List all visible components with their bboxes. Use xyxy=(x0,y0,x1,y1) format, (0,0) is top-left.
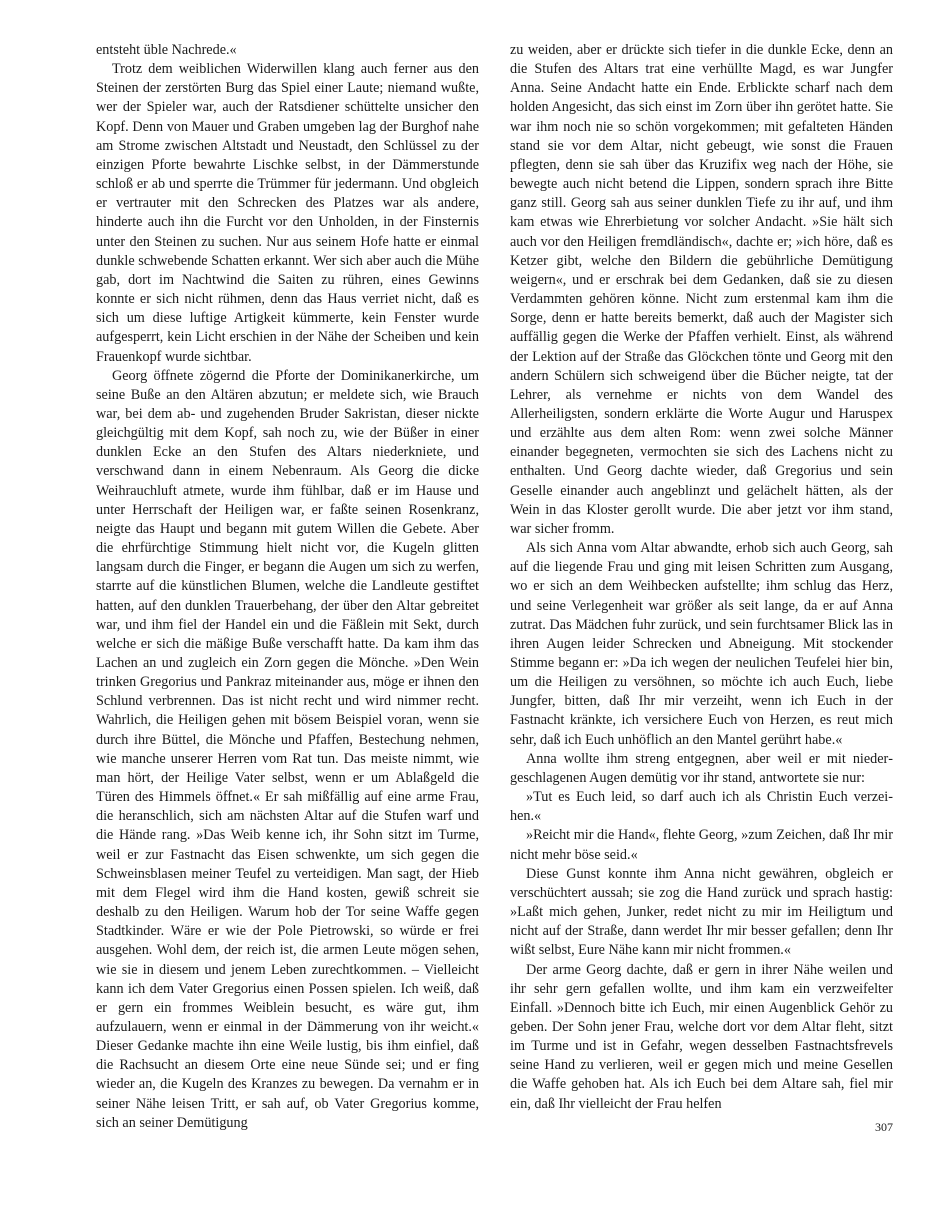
paragraph: Als sich Anna vom Altar abwandte, erhob sich auch Georg, sah auf die liegende Frau und ging mit leisen Schritten zum Ausgang, wo er sich an dem Weihbecken aufstellte; ihm schlug das Herz, und seine Verlegenheit war größer als seit lange, da er auf Anna zutrat. Das Mädchen fuhr zurück, und sein furchtsamer Blick las in ihren Augen leider Schrecken und Abneigung. Mit stockender Stimme begann er: »Da ich wegen der neulichen Teufelei hier bin, um die Heiligen zu versöhnen, so möchte ich auch Euch, liebe Jungfer, bitten, daß Ihr mir verzeiht, wenn ich Euch in der Fastnacht kränkte, ich versichere Euch von Herzen, es reut mich sehr, daß ich Euch unhöflich an den Mantel gerührt habe.« xyxy=(510,540,893,748)
paragraph: Trotz dem weiblichen Widerwillen klang auch ferner aus den Steinen der zerstörten Burg das Spiel einer Laute; niemand wußte, wer der Spieler war, auch der Ratsdiener schüttelte unsicher den Kopf. Denn von Mauer und Graben umgeben lag der Burghof nahe am Strome zwischen Altstadt und Neustadt, den Schlüssel zu der einzigen Pforte bewahrte Lischke selbst, in der Dämmerstunde schloß er ab und sperrte die Trümmer für jedermann. Und obgleich er vertrauter mit den Schrecken des Platzes war als andere, hinderte auch ihn die Furcht vor den Unholden, in der Finsternis unter den Steinen zu suchen. Nur aus seinem Hofe hatte er einmal dunkle schwebende Schatten erkannt. Wer sich aber auch die Mühe gab, dort im Nachtwind die Saiten zu rühren, eines Gewinns konnte er sich nicht rühmen, denn das Haus verriet nicht, daß es sich um diese luftige Artigkeit kümmerte, kein Fenster wurde aufgesperrt, kein Licht erschien in der Nähe der Scheiben und kein Frauenkopf wurde sichtbar. xyxy=(96,61,479,365)
paragraph: Der arme Georg dachte, daß er gern in ihrer Nähe weilen und ihr sehr gern gefallen wollte, und ihm kam ein verzweifelter Einfall. »Dennoch bitte ich Euch, mir einen Augenblick Gehör zu geben. Der Sohn jener Frau, welche dort vor dem Altar fleht, sitzt im Turme und ist in Gefahr, wegen desselben Fastnachtsfrevels seine Hand zu verlieren, weil er gegen mich und meine Gesellen die Waffe gehoben hat. Als ich Euch bei dem Altare sah, fiel mir ein, daß Ihr vielleicht der Frau helfen xyxy=(510,961,893,1112)
paragraph: entsteht üble Nachrede.« xyxy=(96,42,237,58)
paragraph: Anna wollte ihm streng entgegnen, aber weil er mit niedergeschlagenen Augen demütig vor ihr stand, antwortete sie nur: xyxy=(510,750,893,786)
paragraph: Georg öffnete zögernd die Pforte der Dominikanerkirche, um seine Buße an den Altären abzutun; er meldete sich, wie Brauch war, bei dem ab- und zugehenden Bruder Sakristan, dieser nickte gleichgültig mit dem Kopf, sah noch zu, wie der Büßer in einer dunklen Ecke an den Stufen des Altars niederkniete, und verschwand dann in einem Nebenraum. Als Georg die dicke Weihrauchluft atmete, wurde ihm fühlbar, daß er im Hause und unter Herrschaft der Heiligen war, er faßte seinen Rosenkranz, neigte das Haupt und begann mit gutem Willen die Gebete. Aber die ehrfürchtige Stimmung hielt nicht vor, die Kugeln glitten langsam durch die Finger, er begann die Augen um sich zu werfen, starrte auf die künstlichen Blumen, welche die Landleute gestiftet hatten, auf den dunklen Trauerbehang, der über den Altar gebreitet war, und ihm fiel der Handel ein und die Fäßlein mit Sekt, durch welche er sich die mäßige Buße verschafft hatte. Da kam ihm das Lachen an und zugleich ein Zorn gegen die Mönche. »Den Wein trinken Gregorius und Pankraz miteinander aus, möge er ihnen den Schlund verbrennen. Das ist nicht recht und wird nimmer recht. Wahrlich, die Heiligen gehen mit bösem Beispiel voran, wenn sie durch ihre Büttel, die Mönche und Pfaffen, Bestechung nehmen, wie manche unserer Herren vom Rat tun. Das meiste nimmt, wie man hört, der Heilige Vater selbst, wenn er um Ablaßgeld die Türen des Himmels öffnet.« Er sah mißfällig auf eine arme Frau, die heranschlich, sich am nächsten Altar auf die Stufen warf und die Hände rang. »Das Weib kenne ich, ihr Sohn sitzt im Turme, weil er zur Fastnacht das Eisen schwenkte, um sich gegen die Schweinsblasen meiner Teufel zu verteidigen. Man sagt, der Hieb mit dem Flegel wird ihm die Hand kosten, gewiß schreit sie deshalb zu den Heiligen. Warum hob der Tor seine Waffe gegen Stadtkinder. Wäre er wie der Pole Pietrowski, so würde er frei ausgehen. Wohl dem, der reich ist, die armen Leute mögen sehen, wie sie in diesem und jenem Leben zurechtkommen. – Vielleicht kann ich dem Vater Gregorius einen Possen spielen. Ich weiß, daß er gern ein frommes Weiblein besucht, es wäre gut, ihm aufzulauern, wenn er einmal in der Dämmerung von ihr weicht.« Dieser Gedanke machte ihn eine Weile lustig, bis ihm einfiel, daß die Rachsucht an diesem Orte eine neue Sünde sei; und er fing wieder an, die Kugeln des Kranzes zu bewegen. Da vernahm er in seiner Nähe leisen Tritt, er sah auf, ob Vater Gregorius komme, sich an seiner Demütigung xyxy=(96,367,479,1131)
paragraph: »Tut es Euch leid, so darf auch ich als Christin Euch verzeihen.« xyxy=(510,789,893,825)
right-column xyxy=(510,41,893,1114)
paragraph: »Reicht mir die Hand«, flehte Georg, »zum Zeichen, daß Ihr mir nicht mehr böse seid.« xyxy=(510,827,893,863)
page-number: 307 xyxy=(875,1120,893,1134)
paragraph: zu weiden, aber er drückte sich tiefer in die dunkle Ecke, denn an die Stufen des Altars trat eine verhüllte Magd, es war Jungfer Anna. Seine Andacht hatte ein Ende. Erblickte scharf nach dem holden Angesicht, das sich einst im Zorn über ihn gerötet hatte. Sie war ihm noch nie so schön vorgekommen; mit gefalteten Händen stand sie vor dem Altar, nicht gebeugt, wie sonst die Frauen pflegten, denn sie sah über das Kruzifix weg nach der Höhe, sie bewegte auch nicht betend die Lippen, sondern sprach ihre Bitte ganz still. Georg sah aus seiner dunklen Tiefe zu ihr auf, und ihm kam etwas wie Ehrerbietung vor solcher Andacht. »Sie hält sich auch vor den Heiligen fremdländisch«, dachte er; »ich höre, daß es Ketzer gibt, welche den Bildern die gebührliche Demütigung weigern«, und er erschrak bei dem Gedanken, daß sie zu diesen Verdammten gehören könne. Nicht zum erstenmal kam ihm die Sorge, denn er hatte bereits bemerkt, daß auch der Magister sich auffällig gegen die Werke der Pfaffen verhielt. Einst, als während der Lektion auf der Straße das Glöckchen tönte und Georg mit den andern Schülern sich schweigend über die Bücher neigte, tat der Lehrer, als vernehme er nichts von dem Wandel des Allerheiligsten, sondern erklärte die Worte Augur und Haruspex und erzählte aus dem alten Rom: wenn zwei solche Männer einander begegneten, vermochten sie sich des Lachens nicht zu enthalten. Und Georg dachte wieder, daß Gregorius und sein Geselle einander auch angeblinzt und gelächelt hätten, als der Wein in das Kloster gerollt wurde. Die aber jetzt vor ihm stand, war sicher fromm. xyxy=(510,42,893,537)
left-column xyxy=(96,41,479,1133)
paragraph: Diese Gunst konnte ihm Anna nicht gewähren, obgleich er verschüchtert aussah; sie zog die Hand zurück und sprach hastig: »Laßt mich gehen, Junker, redet nicht zu mir im Heiligtum und nicht auf der Straße, dann werdet Ihr mir besser gefallen; denn Ihr wißt selbst, Eure Nähe kann mir nicht frommen.« xyxy=(510,865,893,959)
